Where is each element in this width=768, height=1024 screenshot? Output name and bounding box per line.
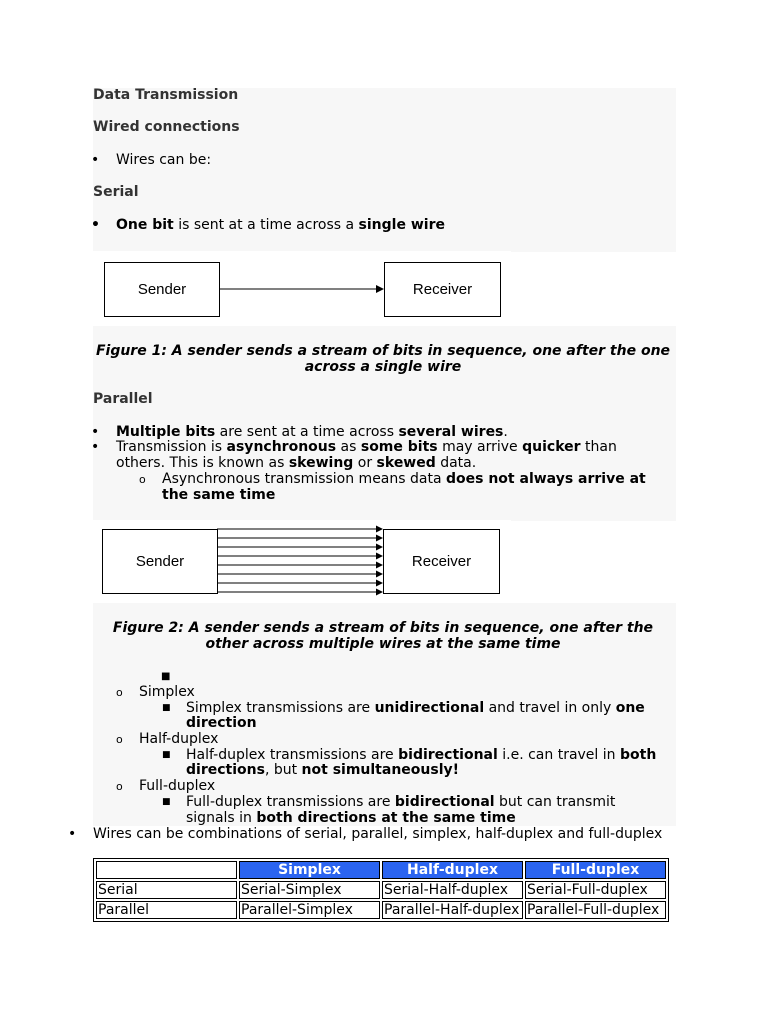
wire-arrowhead	[376, 589, 383, 596]
sender-box: Sender	[102, 529, 218, 594]
parallel-heading: Parallel	[93, 391, 153, 407]
text-bold: bidirectional	[398, 747, 498, 763]
text: or	[353, 455, 377, 471]
half-duplex-desc	[186, 747, 656, 763]
table-cell: Parallel-Simplex	[239, 901, 380, 919]
bullet-dot: •	[91, 152, 100, 168]
bullet-dot: •	[91, 424, 100, 440]
text: Transmission is	[116, 439, 227, 455]
wire-arrowhead	[376, 580, 383, 587]
table-cell: Serial-Simplex	[239, 881, 380, 899]
table-header-cell	[96, 861, 237, 879]
bullet-dot: •	[91, 439, 100, 455]
full-duplex-desc-cont	[186, 810, 516, 826]
square-bullet: ■	[162, 750, 171, 760]
wire-arrowhead	[376, 535, 383, 542]
table-cell: Serial-Full-duplex	[525, 881, 666, 899]
half-duplex-desc-cont	[186, 762, 459, 778]
simplex-desc	[186, 700, 645, 716]
text: than	[580, 439, 617, 455]
text: , but	[264, 762, 302, 778]
text: Half-duplex transmissions are	[186, 747, 399, 763]
text-bold: bidirectional	[394, 794, 495, 810]
parallel-bullet-2	[116, 439, 617, 455]
receiver-box: Receiver	[384, 262, 501, 317]
sub-bullet-circle: o	[116, 686, 123, 699]
table-cell: Serial	[96, 881, 237, 899]
text: data.	[435, 455, 477, 471]
text-bold: One bit	[116, 217, 174, 233]
table-cell: Parallel	[96, 901, 237, 919]
text-bold: skewing	[288, 455, 354, 471]
page-title: Data Transmission	[93, 87, 239, 103]
text-bold: does not always arrive at	[446, 471, 646, 487]
table-header-row	[96, 861, 666, 879]
parallel-diagram	[93, 520, 511, 603]
sub-bullet-circle: o	[116, 733, 123, 746]
square-bullet: ■	[162, 703, 171, 713]
serial-diagram	[93, 251, 511, 326]
text: may arrive	[437, 439, 523, 455]
text: Simplex transmissions are	[186, 700, 375, 716]
text-bold: unidirectional	[374, 700, 485, 716]
text: as	[336, 439, 361, 455]
parallel-bullet-2-cont	[116, 455, 476, 471]
wire-arrowhead	[376, 571, 383, 578]
sub-bullet-circle: o	[139, 473, 146, 486]
text: Asynchronous transmission means data	[162, 471, 446, 487]
text-bold: both directions at the same time	[256, 810, 516, 826]
text: signals in	[186, 810, 257, 826]
combo-line: Wires can be combinations of serial, parallel, simplex, half-duplex and full-duplex	[93, 826, 663, 842]
figure-1-caption: Figure 1: A sender sends a stream of bits in sequence, one after the one across a single wire	[95, 343, 671, 375]
text: Full-duplex transmissions are	[186, 794, 395, 810]
text: .	[503, 424, 508, 440]
sender-box: Sender	[104, 262, 220, 317]
text-bold: not simultaneously!	[301, 762, 460, 778]
table-header-cell: Half-duplex	[382, 861, 523, 879]
sub-bullet-circle: o	[116, 780, 123, 793]
text-bold: some bits	[360, 439, 438, 455]
wire-arrowhead	[376, 562, 383, 569]
text-bold: direction	[186, 715, 257, 731]
parallel-wires	[93, 520, 511, 603]
table-row	[96, 901, 666, 919]
figure-2-caption: Figure 2: A sender sends a stream of bits in sequence, one after the other across multiple wires at the same time	[112, 620, 654, 652]
wire-arrowhead	[376, 553, 383, 560]
table-cell: Parallel-Full-duplex	[525, 901, 666, 919]
text-bold: several wires	[398, 424, 504, 440]
text-bold: single wire	[358, 217, 445, 233]
mode-simplex: Simplex	[139, 684, 195, 700]
text: and travel in only	[484, 700, 616, 716]
simplex-desc-cont	[186, 715, 257, 731]
table-header-cell: Simplex	[239, 861, 380, 879]
parallel-sub-bullet	[162, 471, 646, 487]
parallel-bullet-1	[116, 424, 508, 440]
text-bold: asynchronous	[226, 439, 337, 455]
wire-arrowhead	[376, 544, 383, 551]
text-bold: one	[615, 700, 645, 716]
parallel-sub-bullet-cont: the same time	[162, 487, 276, 503]
transmission-table	[93, 858, 669, 922]
text: i.e. can travel in	[497, 747, 620, 763]
table-header-cell: Full-duplex	[525, 861, 666, 879]
serial-heading: Serial	[93, 184, 139, 200]
mode-full-duplex: Full-duplex	[139, 778, 216, 794]
table-row	[96, 881, 666, 899]
wire-arrow	[93, 251, 511, 326]
text-bold: quicker	[522, 439, 581, 455]
section-subtitle: Wired connections	[93, 119, 240, 135]
text: are sent at a time across	[215, 424, 399, 440]
wires-intro: Wires can be:	[116, 152, 212, 168]
receiver-box: Receiver	[383, 529, 500, 594]
serial-bullet	[116, 217, 445, 233]
text-bold: skewed	[376, 455, 436, 471]
text-bold: directions	[186, 762, 265, 778]
text-bold: both	[619, 747, 657, 763]
full-duplex-desc	[186, 794, 615, 810]
text: is sent at a time across a	[173, 217, 359, 233]
wire-arrowhead	[376, 526, 383, 533]
text: but can transmit	[494, 794, 616, 810]
empty-bullet: ■	[161, 671, 171, 682]
square-bullet: ■	[162, 797, 171, 807]
text-bold: Multiple bits	[116, 424, 216, 440]
bullet-dot: •	[68, 826, 77, 842]
mode-half-duplex: Half-duplex	[139, 731, 219, 747]
table-cell: Parallel-Half-duplex	[382, 901, 523, 919]
text: others. This is known as	[116, 455, 289, 471]
bullet-dot: •	[91, 217, 100, 233]
table-cell: Serial-Half-duplex	[382, 881, 523, 899]
